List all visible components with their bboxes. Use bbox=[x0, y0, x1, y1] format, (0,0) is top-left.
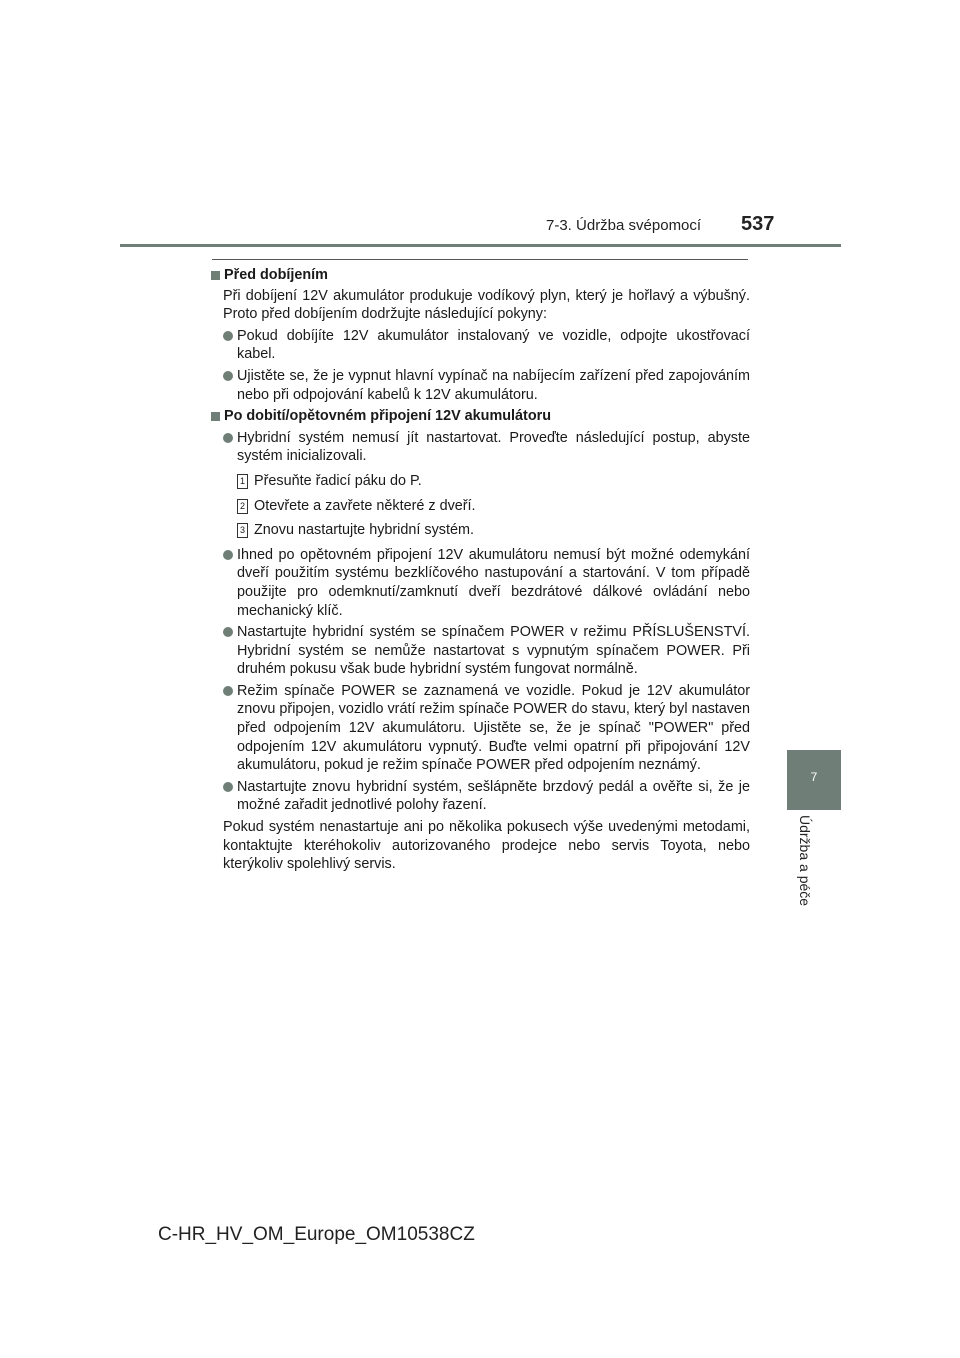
section-intro: Při dobíjení 12V akumulátor produkuje vodíkový plyn, který je hořlavý a výbušný. Proto před dobíjením dodržujte následující pokyny: bbox=[223, 287, 750, 323]
chapter-number: 7 bbox=[810, 770, 818, 784]
bullet-item bbox=[223, 778, 750, 815]
step-item bbox=[237, 497, 750, 516]
bullet-text: Nastartujte znovu hybridní systém, sešlápněte brzdový pedál a ověřte si, že je možné zařadit jednotlivé polohy řazení. bbox=[237, 778, 750, 814]
step-text: Znovu nastartujte hybridní systém. bbox=[254, 522, 474, 539]
bullet-item bbox=[223, 327, 750, 364]
content-top-rule bbox=[212, 259, 748, 260]
step-number-box: 1 bbox=[237, 474, 248, 489]
bullet-item bbox=[223, 623, 750, 679]
bullet-text: Režim spínače POWER se zaznamená ve vozidle. Pokud je 12V akumulátor znovu připojen, vozidlo vrátí režim spínače POWER do stavu, který byl nastaven před odpojením 12V akumulátoru. Ujistěte se, že je spínač "POWER" před odpojením 12V akumulátoru vypnutý. Buďte velmi opatrní při připojování 12V akumulátoru, pokud je režim spínače POWER před odpojením neznámý. bbox=[237, 682, 750, 774]
square-bullet-icon bbox=[211, 271, 220, 280]
bullet-text: Ihned po opětovném připojení 12V akumulátoru nemusí být možné odemykání dveří použitím systému bezklíčového nastupování a startování. V tom případě použijte pro odemknutí/zamknutí dveří bezdrátové dálkové ovládání nebo mechanický klíč. bbox=[237, 546, 750, 619]
step-text: Přesuňte řadicí páku do P. bbox=[254, 472, 422, 489]
circle-bullet-icon bbox=[223, 331, 233, 341]
square-bullet-icon bbox=[211, 412, 220, 421]
chapter-title-vertical: Údržba a péče bbox=[797, 815, 813, 907]
step-item bbox=[237, 472, 750, 491]
footer-doc-code: C-HR_HV_OM_Europe_OM10538CZ bbox=[158, 1224, 475, 1245]
bullet-item bbox=[223, 546, 750, 620]
bullet-text: Nastartujte hybridní systém se spínačem POWER v režimu PŘÍSLUŠENSTVÍ. Hybridní systém se nemůže nastartovat s vypnutým spínačem POWER. Při druhém pokusu však bude hybridní systém fungovat normálně. bbox=[237, 624, 750, 678]
section-heading-text: Po dobití/opětovném připojení 12V akumulátoru bbox=[224, 408, 552, 425]
circle-bullet-icon bbox=[223, 371, 233, 381]
bullet-item bbox=[223, 429, 750, 466]
chapter-tab bbox=[787, 750, 841, 810]
bullet-item bbox=[223, 682, 750, 775]
circle-bullet-icon bbox=[223, 686, 233, 696]
page-number: 537 bbox=[741, 213, 775, 235]
main-content bbox=[210, 266, 750, 874]
section-heading-text: Před dobíjením bbox=[224, 267, 328, 283]
step-number-box: 3 bbox=[237, 523, 248, 538]
circle-bullet-icon bbox=[223, 782, 233, 792]
step-text: Otevřete a zavřete některé z dveří. bbox=[254, 497, 476, 514]
bullet-item bbox=[223, 367, 750, 404]
header-section-title: 7-3. Údržba svépomocí bbox=[546, 217, 702, 234]
circle-bullet-icon bbox=[223, 433, 233, 443]
section-heading bbox=[210, 407, 750, 426]
circle-bullet-icon bbox=[223, 627, 233, 637]
circle-bullet-icon bbox=[223, 550, 233, 560]
section-heading bbox=[210, 266, 750, 285]
bullet-text: Ujistěte se, že je vypnut hlavní vypínač na nabíjecím zařízení před zapojováním nebo při odpojování kabelů k 12V akumulátoru. bbox=[237, 367, 750, 403]
header-rule bbox=[120, 244, 841, 247]
bullet-text: Hybridní systém nemusí jít nastartovat. Proveďte následující postup, abyste systém inicializovali. bbox=[237, 429, 750, 465]
closing-paragraph: Pokud systém nenastartuje ani po několika pokusech výše uvedenými metodami, kontaktujte kteréhokoliv autorizovaného prodejce nebo servis Toyota, nebo kterýkoliv spolehlivý servis. bbox=[223, 819, 750, 873]
step-item bbox=[237, 521, 750, 540]
bullet-text: Pokud dobíjíte 12V akumulátor instalovaný ve vozidle, odpojte ukostřovací kabel. bbox=[237, 327, 750, 363]
step-number-box: 2 bbox=[237, 499, 248, 514]
